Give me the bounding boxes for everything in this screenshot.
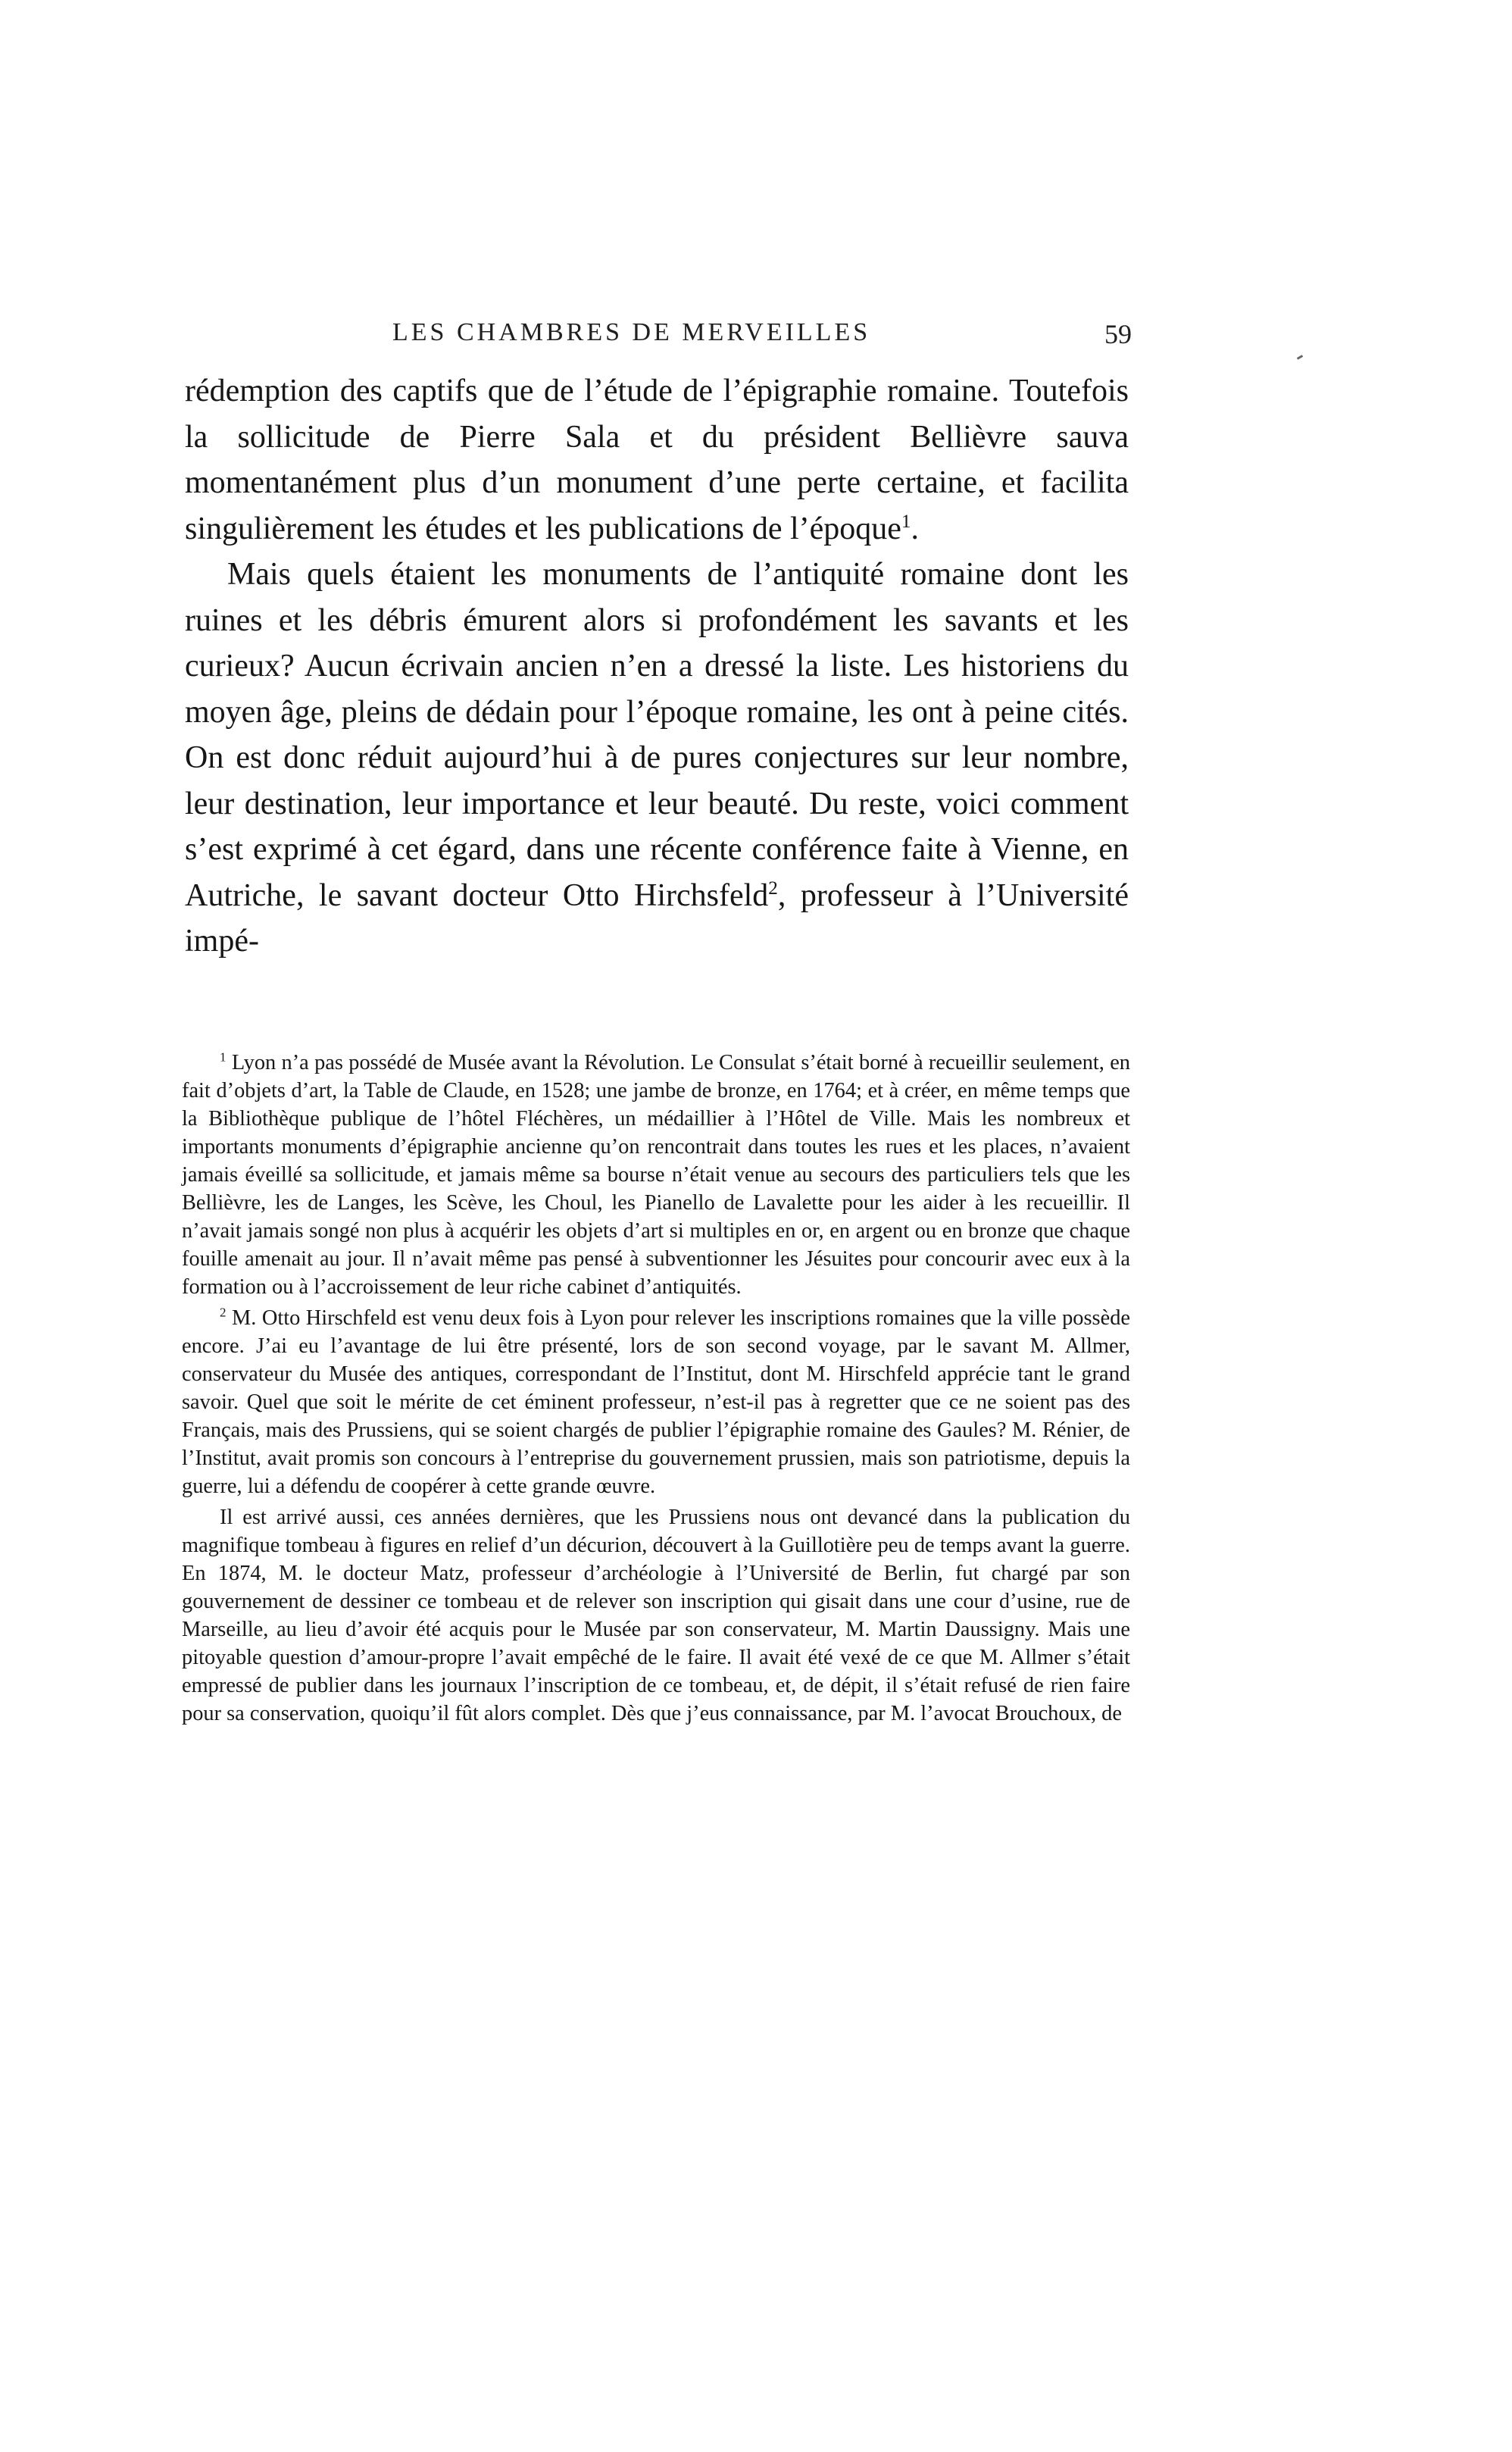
footnote-ref-2: 2	[768, 877, 778, 899]
main-text	[185, 368, 1129, 965]
paragraph-2-text-a: Mais quels étaient les monuments de l’antiquité romaine dont les ruines et les débris émurent alors si profondément les savants et les curieux? Aucun écrivain ancien n’en a dressé la liste. Les historiens du moyen âge, pleins de dédain pour l’époque romaine, les ont à peine cités. On est donc réduit aujourd’hui à de pures conjectures sur leur nombre, leur destination, leur importance et leur beauté. Du reste, voici comment s’est exprimé à cet égard, dans une récente conférence faite à Vienne, en Autriche, le savant docteur Otto Hirchsfeld	[185, 557, 1129, 913]
footnote-2	[182, 1304, 1130, 1500]
running-head	[180, 311, 1132, 356]
paragraph-2-text-b: , professeur à l’Université impé-	[185, 877, 1129, 959]
footnote-2-text: M. Otto Hirschfeld est venu deux fois à Lyon pour relever les inscriptions romaines que la ville possède encore. J’ai eu l’avantage de lui être présenté, lors de son second voyage, par le savant M. Allmer, conservateur du Musée des antiques, correspondant de l’Institut, dont M. Hirschfeld apprécie tant le grand savoir. Quel que soit le mérite de cet éminent professeur, n’est-il pas à regretter que ce ne soient pas des Français, mais des Prussiens, qui se soient chargés de publier l’épigraphie romaine des Gaules? M. Rénier, de l’Institut, avait promis son concours à l’entreprise du gouvernement prussien, mais son patriotisme, depuis la guerre, lui a défendu de coopérer à cette grande œuvre.	[182, 1306, 1130, 1498]
paragraph-1-end: .	[911, 511, 919, 546]
running-title: LES CHAMBRES DE MERVEILLES	[392, 318, 871, 346]
footnote-2-marker: 2	[220, 1305, 226, 1320]
footnotes	[182, 1049, 1130, 1728]
page-number: 59	[1104, 319, 1132, 349]
footnote-2-continued-text: Il est arrivé aussi, ces années dernières, que les Prussiens nous ont devancé dans la publication du magnifique tombeau à figures en relief d’un décurion, découvert à la Guillotière peu de temps avant la guerre. En 1874, M. le docteur Matz, professeur d’archéologie à l’Université de Berlin, fut chargé par son gouvernement de dessiner ce tombeau et de relever son inscription qui gisait dans une cour d’usine, rue de Marseille, au lieu d’avoir été acquis pour le Musée par son conservateur, M. Martin Daussigny. Mais une pitoyable question d’amour-propre l’avait empêché de le faire. Il avait été vexé de ce que M. Allmer s’était empressé de publier dans les journaux l’inscription de ce tombeau, et, de dépit, il s’était refusé de rien faire pour sa conservation, quoiqu’il fût alors complet. Dès que j’eus connaissance, par M. l’avocat Brouchoux, de	[182, 1506, 1130, 1725]
footnote-1-text: Lyon n’a pas possédé de Musée avant la Révolution. Le Consulat s’était borné à recueillir seulement, en fait d’objets d’art, la Table de Claude, en 1528; une jambe de bronze, en 1764; et à créer, en même temps que la Bibliothèque publique de l’hôtel Fléchères, un médaillier à l’Hôtel de Ville. Mais les nombreux et importants monuments d’épigraphie ancienne qu’on rencontrait dans toutes les rues et les places, n’avaient jamais éveillé sa sollicitude, et jamais même sa bourse n’était venue au secours des particuliers tels que les Bellièvre, les de Langes, les Scève, les Choul, les Pianello de Lavalette pour les aider à les recueillir. Il n’avait jamais songé non plus à acquérir les objets d’art si multiples en or, en argent ou en bronze que chaque fouille amenait au jour. Il n’avait même pas pensé à subventionner les Jésuites pour concourir avec eux à la formation ou à l’accroissement de leur riche cabinet d’antiquités.	[182, 1051, 1130, 1299]
footnote-1	[182, 1049, 1130, 1301]
footnote-2-continued	[182, 1503, 1130, 1728]
stray-ink-mark	[1297, 355, 1303, 360]
paragraph-1	[185, 368, 1129, 552]
footnote-ref-1: 1	[901, 511, 911, 532]
footnote-1-marker: 1	[220, 1049, 226, 1065]
paragraph-2	[185, 552, 1129, 965]
paragraph-1-text: rédemption des captifs que de l’étude de l’épigraphie romaine. Toutefois la sollicitude de Pierre Sala et du président Bellièvre sauva momentanément plus d’un monument d’une perte certaine, et facilita singulièrement les études et les publications de l’époque	[185, 374, 1129, 546]
